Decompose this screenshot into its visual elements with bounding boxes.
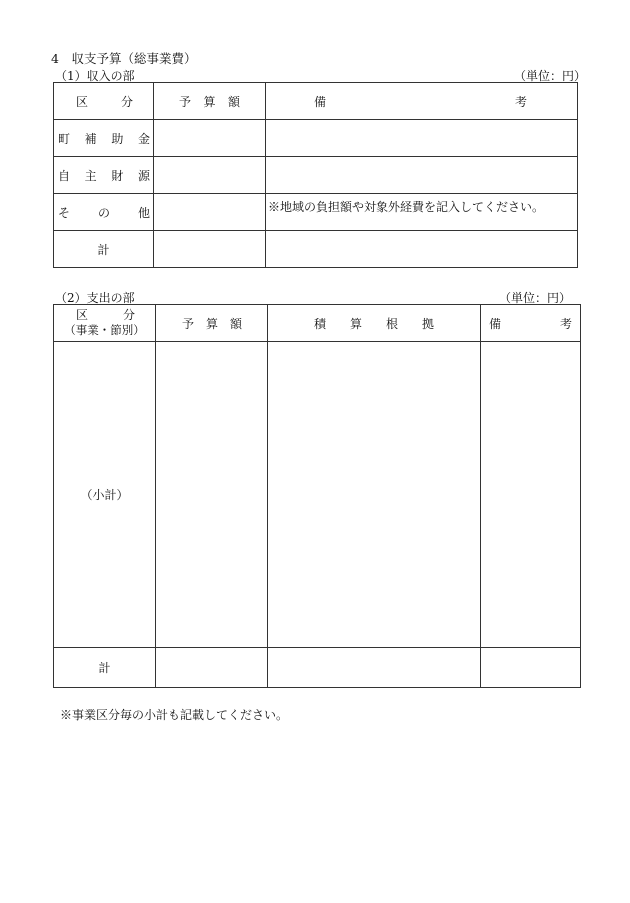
expense-total-row: [54, 648, 581, 688]
income-row-town-subsidy: [54, 120, 578, 157]
income-label-town-subsidy: 町 補 助 金: [54, 120, 154, 157]
income-row-own-funds: [54, 157, 578, 194]
income-budget-cell[interactable]: [154, 157, 266, 194]
income-label-own-funds: 自 主 財 源: [54, 157, 154, 194]
income-header-row: [54, 83, 578, 120]
income-header-remarks: 備 考: [266, 83, 578, 120]
income-unit: （単位：円）: [514, 69, 587, 83]
income-total-budget-cell[interactable]: [154, 231, 266, 268]
expense-total-label: 計: [54, 648, 156, 688]
income-total-remarks-cell[interactable]: [266, 231, 578, 268]
expense-total-budget-cell[interactable]: [156, 648, 268, 688]
expense-header-budget: 予 算 額: [156, 305, 268, 342]
expense-unit: （単位：円）: [499, 291, 572, 305]
income-budget-cell[interactable]: [154, 194, 266, 231]
expense-header-category-sub: （事業・節別）: [64, 323, 145, 337]
expense-budget-cell[interactable]: [156, 342, 268, 648]
income-other-note: ※地域の負担額や対象外経費を記入してください。: [268, 200, 545, 214]
expense-remarks-cell[interactable]: [481, 342, 581, 648]
income-row-other: [54, 194, 578, 231]
expense-total-remarks-cell[interactable]: [481, 648, 581, 688]
expense-header-category: 区 分 （事業・節別）: [54, 305, 156, 342]
expense-basis-cell[interactable]: [268, 342, 481, 648]
income-budget-cell[interactable]: [154, 120, 266, 157]
income-header-category: 区 分: [54, 83, 154, 120]
expense-heading: （2）支出の部: [55, 291, 135, 305]
income-total-label: 計: [54, 231, 154, 268]
expense-body-row: [54, 342, 581, 648]
income-table: [53, 82, 578, 268]
income-remarks-cell[interactable]: [266, 194, 578, 231]
expense-header-row: [54, 305, 581, 342]
income-remarks-cell[interactable]: [266, 157, 578, 194]
expense-total-basis-cell[interactable]: [268, 648, 481, 688]
income-heading: （1）収入の部: [55, 69, 135, 83]
expense-header-remarks: 備 考: [481, 305, 581, 342]
income-label-other: そ の 他: [54, 194, 154, 231]
footnote: ※事業区分毎の小計も記載してください。: [60, 708, 289, 722]
expense-subtotal-label: （小計）: [54, 342, 156, 648]
income-total-row: [54, 231, 578, 268]
expense-table: [53, 304, 581, 688]
section-title: 4 収支予算（総事業費）: [51, 51, 197, 66]
expense-header-basis: 積 算 根 拠: [268, 305, 481, 342]
income-header-budget: 予 算 額: [154, 83, 266, 120]
income-remarks-cell[interactable]: [266, 120, 578, 157]
